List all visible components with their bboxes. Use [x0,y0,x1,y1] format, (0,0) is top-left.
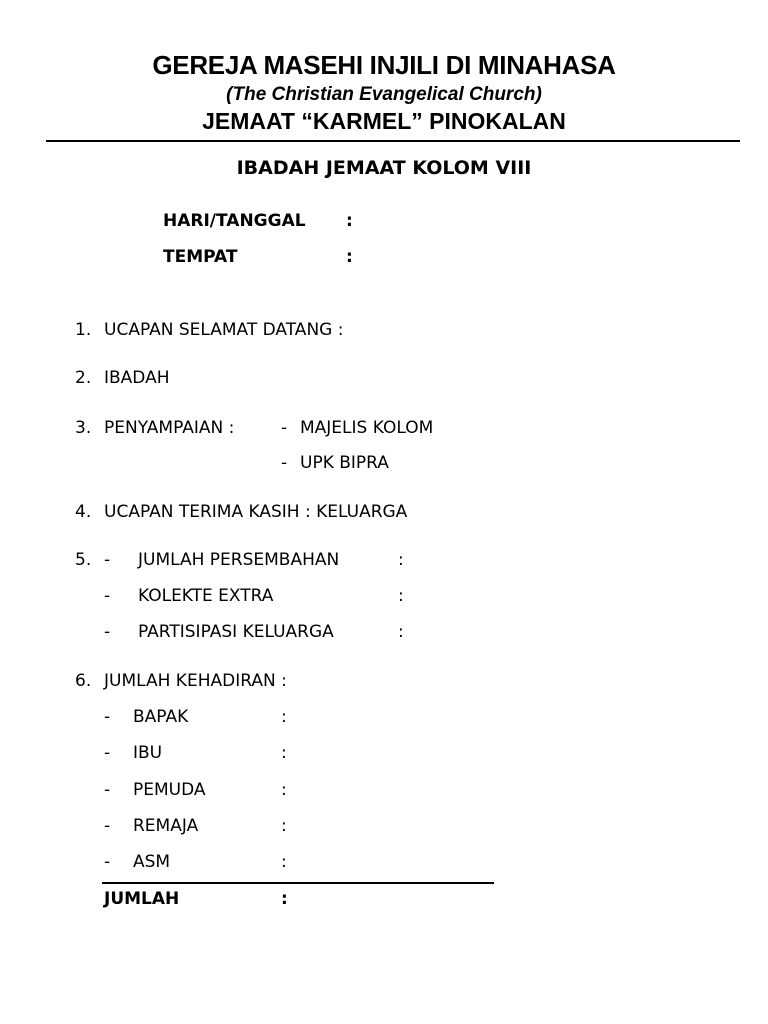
attendance-remaja-label: REMAJA [133,816,199,836]
item-5-row-colon: : [398,586,404,606]
item-4-number: 4. [75,502,92,522]
attendance-dash: - [104,852,111,872]
attendance-colon: : [281,743,287,763]
item-3-sub-majelis: MAJELIS KOLOM [300,418,434,438]
item-6-number: 6. [75,671,92,691]
attendance-dash: - [104,707,111,727]
header-divider [46,140,740,142]
attendance-pemuda-label: PEMUDA [133,780,206,800]
item-3-text: PENYAMPAIAN : [104,418,235,438]
attendance-dash: - [104,780,111,800]
item-5-row-dash: - [104,586,111,606]
item-5-row-colon: : [398,550,404,570]
attendance-total-colon: : [281,889,288,909]
attendance-asm-label: ASM [133,852,171,872]
item-3-sub-upk: UPK BIPRA [300,453,389,473]
congregation-name: JEMAAT “KARMEL” PINOKALAN [202,108,566,134]
item-3-sub-dash: - [281,418,288,438]
attendance-colon: : [281,780,287,800]
item-5-number: 5. [75,550,92,570]
item-2-number: 2. [75,368,92,388]
item-1-number: 1. [75,320,92,340]
attendance-dash: - [104,816,111,836]
attendance-colon: : [281,816,287,836]
attendance-total-label: JUMLAH [104,889,180,909]
item-5-row-colon: : [398,622,404,642]
attendance-ibu-label: IBU [133,743,163,763]
item-4-text: UCAPAN TERIMA KASIH : KELUARGA [104,502,408,522]
church-title: GEREJA MASEHI INJILI DI MINAHASA [152,50,616,80]
meta-date-label: HARI/TANGGAL [163,211,306,231]
item-5-row-dash: - [104,550,111,570]
item-5-row-partisipasi: PARTISIPASI KELUARGA [138,622,334,642]
item-5-row-kolekte: KOLEKTE EXTRA [138,586,274,606]
meta-place-label: TEMPAT [163,247,238,267]
item-5-row-persembahan: JUMLAH PERSEMBAHAN [138,550,340,570]
item-1-text: UCAPAN SELAMAT DATANG : [104,320,344,340]
attendance-dash: - [104,743,111,763]
item-2-text: IBADAH [104,368,170,388]
service-title: IBADAH JEMAAT KOLOM VIII [236,157,532,179]
item-3-number: 3. [75,418,92,438]
church-subtitle: (The Christian Evangelical Church) [226,84,542,105]
attendance-colon: : [281,707,287,727]
item-6-text: JUMLAH KEHADIRAN : [104,671,287,691]
meta-place-colon: : [346,247,353,267]
item-3-sub-dash: - [281,453,288,473]
total-divider [102,882,494,884]
attendance-colon: : [281,852,287,872]
item-5-row-dash: - [104,622,111,642]
meta-date-colon: : [346,211,353,231]
attendance-bapak-label: BAPAK [133,707,189,727]
